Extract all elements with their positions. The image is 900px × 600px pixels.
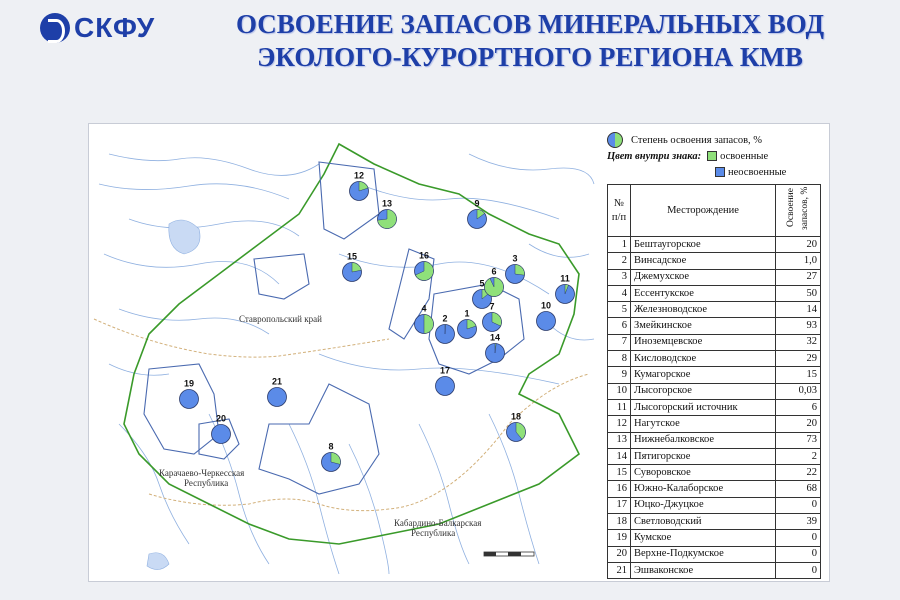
table-row <box>608 497 821 513</box>
pie-developed <box>331 453 341 465</box>
row-deposit: Ессентукское <box>631 285 776 301</box>
table-row <box>608 237 821 253</box>
title-line-1: ОСВОЕНИЕ ЗАПАСОВ МИНЕРАЛЬНЫХ ВОД <box>235 9 825 39</box>
row-deposit: Бештаугорское <box>631 237 776 253</box>
map-panel <box>88 123 830 582</box>
row-number: 17 <box>608 497 631 513</box>
table-row <box>608 481 821 497</box>
row-number: 9 <box>608 367 631 383</box>
row-development: 0 <box>776 497 821 513</box>
deposit-pie <box>485 267 504 297</box>
table-row <box>608 546 821 562</box>
deposit-number-label: 12 <box>353 170 365 181</box>
row-number: 10 <box>608 383 631 399</box>
row-development: 0 <box>776 562 821 578</box>
pie-undeveloped <box>537 312 556 331</box>
pie-undeveloped <box>212 425 231 444</box>
row-number: 14 <box>608 448 631 464</box>
scale-bar <box>484 552 534 556</box>
deposit-number-label: 6 <box>491 266 497 277</box>
deposit-number-label: 17 <box>439 365 451 376</box>
deposit-pie <box>468 199 487 229</box>
row-development: 50 <box>776 285 821 301</box>
deposit-pie <box>507 412 526 442</box>
pie-developed <box>352 263 361 273</box>
row-deposit: Нижнебалковское <box>631 432 776 448</box>
row-number: 2 <box>608 253 631 269</box>
deposits-table <box>607 184 821 579</box>
table-row <box>608 465 821 481</box>
deposit-pie <box>436 314 455 344</box>
table-row <box>608 367 821 383</box>
row-number: 19 <box>608 530 631 546</box>
deposit-pie <box>350 171 369 201</box>
row-deposit: Лысогорский источник <box>631 399 776 415</box>
row-deposit: Кисловодское <box>631 351 776 367</box>
deposit-pie <box>415 304 434 334</box>
deposit-number-label: 14 <box>489 332 501 343</box>
deposit-pie <box>537 301 556 331</box>
deposit-number-label: 16 <box>418 250 430 261</box>
deposit-number-label: 4 <box>421 303 427 314</box>
table-row <box>608 285 821 301</box>
deposits-map <box>89 124 599 581</box>
pie-developed <box>515 265 525 276</box>
pie-undeveloped <box>180 390 199 409</box>
developed-swatch <box>707 151 717 161</box>
deposit-number-label: 13 <box>381 198 393 209</box>
row-development: 73 <box>776 432 821 448</box>
row-deposit: Иноземцевское <box>631 334 776 350</box>
deposit-number-label: 10 <box>540 300 552 311</box>
row-development: 0 <box>776 530 821 546</box>
deposit-number-label: 15 <box>346 251 358 262</box>
row-development: 0,03 <box>776 383 821 399</box>
row-deposit: Железноводское <box>631 302 776 318</box>
legend-color-caption: Цвет внутри знака: <box>607 150 702 162</box>
row-number: 21 <box>608 562 631 578</box>
col-deposit: Месторождение <box>631 185 776 237</box>
kchr-label-2: Республика <box>184 478 229 488</box>
deposit-number-label: 9 <box>474 198 480 209</box>
row-deposit: Лысогорское <box>631 383 776 399</box>
row-number: 18 <box>608 514 631 530</box>
deposit-pie <box>436 366 455 396</box>
deposit-number-label: 5 <box>479 278 485 289</box>
row-deposit: Кумское <box>631 530 776 546</box>
pie-developed <box>424 315 434 334</box>
row-development: 1,0 <box>776 253 821 269</box>
table-row <box>608 514 821 530</box>
skfu-logo <box>40 12 155 44</box>
deposit-number-label: 20 <box>215 413 227 424</box>
row-number: 3 <box>608 269 631 285</box>
deposit-number-label: 18 <box>510 411 522 422</box>
row-number: 8 <box>608 351 631 367</box>
row-development: 39 <box>776 514 821 530</box>
title-line-2: ЭКОЛОГО-КУРОРТНОГО РЕГИОНА КМВ <box>257 42 803 72</box>
row-development: 22 <box>776 465 821 481</box>
deposit-number-label: 3 <box>512 253 518 264</box>
deposit-pie <box>322 442 341 472</box>
page-title <box>180 8 880 74</box>
row-development: 14 <box>776 302 821 318</box>
row-development: 20 <box>776 416 821 432</box>
row-development: 2 <box>776 448 821 464</box>
deposit-pie <box>378 199 397 229</box>
row-number: 11 <box>608 399 631 415</box>
row-number: 1 <box>608 237 631 253</box>
row-number: 5 <box>608 302 631 318</box>
logo-text: СКФУ <box>74 12 156 43</box>
row-deposit: Юцко-Джуцкое <box>631 497 776 513</box>
table-row <box>608 448 821 464</box>
row-number: 15 <box>608 465 631 481</box>
row-development: 20 <box>776 237 821 253</box>
row-number: 16 <box>608 481 631 497</box>
row-deposit: Винсадское <box>631 253 776 269</box>
deposit-pie <box>556 274 575 304</box>
table-row <box>608 334 821 350</box>
row-deposit: Кумагорское <box>631 367 776 383</box>
deposit-pie <box>415 251 434 281</box>
row-deposit: Эшваконское <box>631 562 776 578</box>
row-deposit: Верхне-Подкумское <box>631 546 776 562</box>
deposit-pie <box>486 333 505 363</box>
row-development: 0 <box>776 546 821 562</box>
kbr-label-2: Республика <box>411 528 456 538</box>
row-development: 27 <box>776 269 821 285</box>
table-row <box>608 530 821 546</box>
kchr-label-1: Карачаево-Черкесская <box>159 468 245 478</box>
row-deposit: Нагутское <box>631 416 776 432</box>
table-header-row <box>608 185 821 237</box>
col-number: № п/п <box>608 185 631 237</box>
legend-undeveloped: неосвоенные <box>728 166 787 178</box>
deposit-number-label: 2 <box>442 313 448 324</box>
row-development: 29 <box>776 351 821 367</box>
table-row <box>608 562 821 578</box>
row-deposit: Пятигорское <box>631 448 776 464</box>
pie-undeveloped <box>436 377 455 396</box>
row-deposit: Джемухское <box>631 269 776 285</box>
row-deposit: Южно-Калаборское <box>631 481 776 497</box>
deposit-number-label: 8 <box>328 441 334 452</box>
table-row <box>608 302 821 318</box>
kbr-label-1: Кабардино-Балкарская <box>394 518 482 528</box>
row-deposit: Светловодский <box>631 514 776 530</box>
deposit-number-label: 1 <box>464 308 470 319</box>
row-number: 4 <box>608 285 631 301</box>
table-row <box>608 399 821 415</box>
table-body <box>608 237 821 579</box>
row-deposit: Змейкинское <box>631 318 776 334</box>
undeveloped-swatch <box>715 167 725 177</box>
row-development: 15 <box>776 367 821 383</box>
table-row <box>608 432 821 448</box>
deposit-pie <box>212 414 231 444</box>
deposit-pie <box>180 379 199 409</box>
col-development: Освоение запасов, % <box>786 186 810 230</box>
row-development: 32 <box>776 334 821 350</box>
skfu-logo-icon <box>40 13 70 43</box>
table-row <box>608 318 821 334</box>
row-number: 7 <box>608 334 631 350</box>
deposit-pie <box>268 377 287 407</box>
row-number: 20 <box>608 546 631 562</box>
deposit-pie <box>506 254 525 284</box>
row-number: 6 <box>608 318 631 334</box>
pie-developed <box>485 278 504 297</box>
table-row <box>608 383 821 399</box>
deposit-pie <box>458 309 477 339</box>
row-deposit: Суворовское <box>631 465 776 481</box>
table-row <box>608 269 821 285</box>
deposit-number-label: 21 <box>271 376 283 387</box>
row-development: 93 <box>776 318 821 334</box>
table-row <box>608 416 821 432</box>
deposit-number-label: 11 <box>560 273 570 284</box>
row-development: 6 <box>776 399 821 415</box>
rivers <box>99 154 594 574</box>
pie-legend-icon <box>607 132 623 148</box>
deposit-number-label: 7 <box>489 301 495 312</box>
row-number: 12 <box>608 416 631 432</box>
pie-undeveloped <box>268 388 287 407</box>
row-number: 13 <box>608 432 631 448</box>
legend <box>607 132 821 579</box>
stavropol-label: Ставропольский край <box>239 314 322 324</box>
table-row <box>608 253 821 269</box>
deposit-number-label: 19 <box>183 378 195 389</box>
row-development: 68 <box>776 481 821 497</box>
legend-title: Степень освоения запасов, % <box>631 134 763 146</box>
legend-developed: освоенные <box>720 150 769 162</box>
table-row <box>608 351 821 367</box>
